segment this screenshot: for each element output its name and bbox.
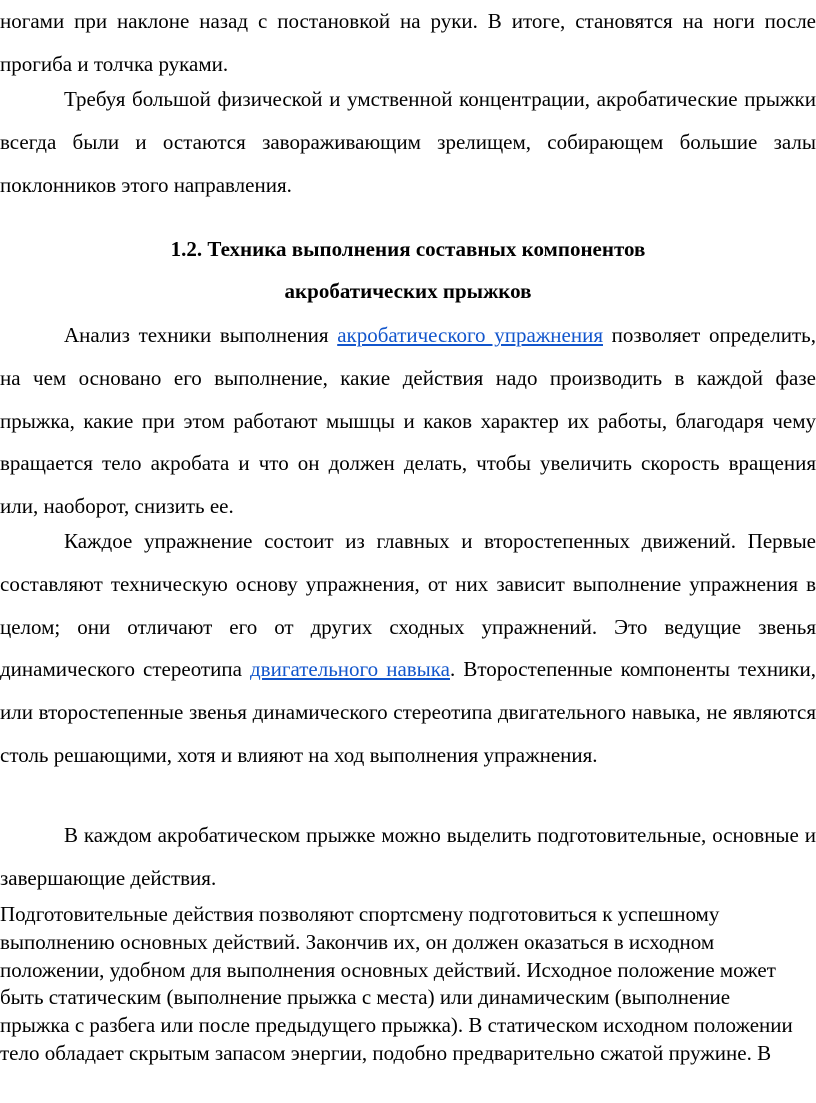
paragraph-text: Каждое упражнение состоит из главных и второстепенных движений. Первые составляют техническую основу упражнения, от них зависит выполнение упражнения в целом; они отличают его от других сходных упражнений. Это ведущие звенья динамического стереотипа (0, 529, 816, 682)
paragraph-intro-continuation: ногами при наклоне назад с постановкой на руки. В итоге, становятся на ноги после прогиба и толчка руками. (0, 9, 816, 76)
section-heading-line-1: 1.2. Техника выполнения составных компонентов (170, 237, 646, 261)
paragraph-main-movements (0, 520, 816, 777)
section-heading-line-2: акробатических прыжков (284, 279, 532, 303)
paragraph-text: позволяет определить, на чем основано его выполнение, какие действия надо производить в каждой фазе прыжка, какие при этом работают мышцы и каков характер их работы, благодаря чему вращается тело акробата и что он должен делать, чтобы увеличить скорость вращения или, наоборот, снизить ее. (0, 323, 816, 519)
paragraph-concentration: Требуя большой физической и умственной концентрации, акробатические прыжки всегда были и остаются завораживающим зрелищем, собирающем большие залы поклонников этого направления. (0, 87, 816, 197)
paragraph-text: . Второстепенные компоненты техники, или второстепенные звенья динамического стереотипа двигательного навыка, не являются столь решающими, хотя и влияют на ход выполнения упражнения. (0, 657, 816, 767)
paragraph-preparatory-actions: Подготовительные действия позволяют спортсмену подготовиться к успешному выполнению основных действий. Закончив их, он должен оказаться в исходном положении, удобном для выполнения основных действий. Исходное положение может быть статическим (выполнение прыжка с места) или динамическим (выполнение прыжка с разбега или после предыдущего прыжка). В статическом исходном положении тело обладает скрытым запасом энергии, подобно предварительно сжатой пружине. В (0, 902, 793, 1065)
link-acrobatic-exercise[interactable]: акробатического упражнения (337, 323, 603, 347)
paragraph-jump-phases: В каждом акробатическом прыжке можно выделить подготовительные, основные и завершающие действия. (0, 823, 816, 890)
paragraph-technique-analysis (0, 314, 816, 528)
link-motor-skill[interactable]: двигательного навыка (250, 657, 450, 682)
paragraph-text: Анализ техники выполнения (64, 323, 338, 347)
